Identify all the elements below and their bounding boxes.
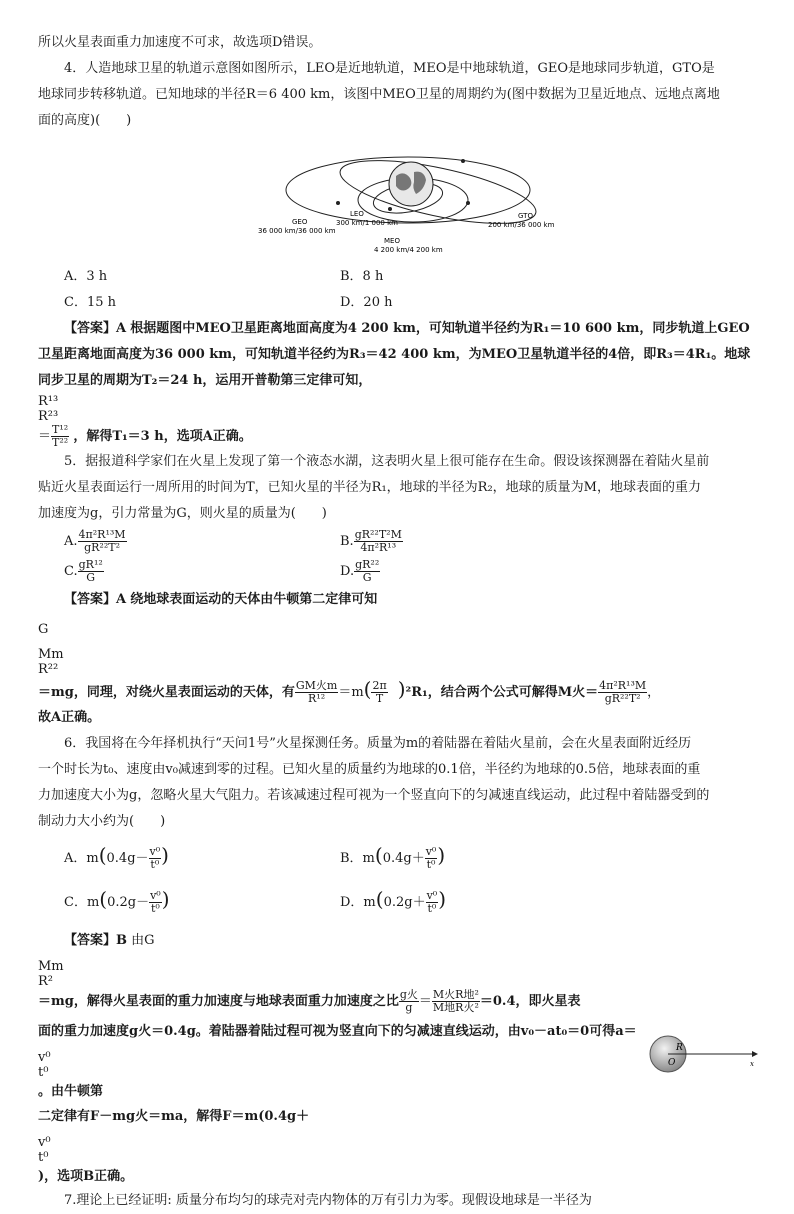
- fraction-denominator: R²²: [38, 662, 59, 677]
- option-fraction: [425, 846, 438, 871]
- fraction-denominator: t⁰: [150, 858, 160, 871]
- option-expression: 0.2g＋: [383, 895, 426, 910]
- formula-fraction: [295, 680, 338, 705]
- fraction-numerator: v⁰: [38, 1135, 51, 1150]
- answer-text: 面的重力加速度g火＝0.4g。着陆器着陆过程可视为竖直向下的匀减速直线运动，由v₀－at₀＝0可得a＝: [38, 1024, 637, 1039]
- q4-option-a[interactable]: A．3 h: [64, 269, 108, 284]
- q4-stem-line-2: 地球同步转移轨道。已知地球的半径R＝6 400 km，该图中MEO卫星的周期约为(图中数据为卫星近地点、远地点离地: [38, 87, 720, 102]
- q4-options-row-2: [38, 290, 758, 316]
- formula-fraction: [432, 989, 480, 1014]
- fraction-denominator: T²²: [52, 436, 69, 449]
- paren-close: ): [161, 887, 170, 911]
- fraction-numerator: GM火m: [295, 679, 338, 692]
- fraction-denominator: t⁰: [38, 1150, 49, 1165]
- answer-text: )，选项B正确。: [38, 1169, 134, 1184]
- answer-text: ＝m: [338, 685, 364, 700]
- fraction-denominator: gR²²T²: [84, 541, 120, 554]
- answer-text: 。由牛顿第: [38, 1084, 104, 1099]
- orbit-diagram: [38, 140, 758, 260]
- fraction-denominator: t⁰: [150, 902, 160, 915]
- q5-options-row-1: [38, 527, 758, 557]
- answer-text: ＝mg，同理，对绕火星表面运动的天体，有: [38, 685, 295, 700]
- fraction-numerator: v⁰: [426, 889, 438, 902]
- fraction-numerator: gR²²: [355, 558, 380, 571]
- option-fraction: [149, 846, 162, 871]
- fraction-denominator: R²: [38, 974, 53, 989]
- fraction-denominator: R¹²: [308, 692, 326, 705]
- fraction-denominator: 4π²R¹³: [360, 541, 397, 554]
- answer-text: ＝0.4，即火星表: [479, 994, 581, 1009]
- answer-text: ²R₁，结合两个公式可解得M火＝: [405, 685, 599, 700]
- q6-stem-line-2: 一个时长为t₀、速度由v₀减速到零的过程。已知火星的质量约为地球的0.1倍，半径约为地球的0.5倍，地球表面的重: [38, 762, 701, 777]
- option-letter: D．m: [340, 895, 376, 910]
- q4-option-b[interactable]: B．8 h: [340, 269, 384, 284]
- q5-answer-line-1: [38, 587, 758, 613]
- q4-answer-tag: 【答案】A: [64, 321, 127, 336]
- fraction-numerator: R¹³: [38, 394, 59, 409]
- carry-over-line: 所以火星表面重力加速度不可求，故选项D错误。: [38, 35, 322, 50]
- q6-answer-tag: 【答案】B: [64, 933, 127, 948]
- q4-answer-text-1: 根据题图中MEO卫星距离地面高度为4 200 km，可知轨道半径约为R₁＝10 600 km，同步轨道上GEO: [130, 321, 750, 336]
- paren-close: ): [438, 887, 447, 911]
- fraction-numerator: 2π: [372, 679, 387, 692]
- q5-stem-line-1: 5．据报道科学家们在火星上发现了第一个液态水湖，这表明火星上很可能存在生命。假设该探测器在着陆火星前: [64, 454, 710, 469]
- q4-option-d[interactable]: D．20 h: [340, 295, 393, 310]
- fraction-numerator: v⁰: [38, 1050, 51, 1065]
- q5-stem-line-2: 贴近火星表面运行一周所用的时间为T，已知火星的半径为R₁，地球的半径为R₂，地球的质量为M，地球表面的重力: [38, 480, 701, 495]
- answer-text: 由G: [131, 933, 155, 948]
- paren-open: (: [374, 843, 383, 867]
- symbol-g: G: [38, 622, 49, 637]
- geo-value: 36 000 km/36 000 km: [258, 227, 336, 235]
- fraction-denominator: t⁰: [38, 1065, 49, 1080]
- q5-answer-tag: 【答案】A: [64, 592, 127, 607]
- option-expression: 0.2g－: [107, 895, 150, 910]
- fraction-denominator: g: [405, 1001, 413, 1014]
- option-fraction: [354, 559, 380, 584]
- fraction-numerator: Mm: [38, 647, 64, 662]
- leo-value: 300 km/1 000 km: [336, 219, 398, 227]
- orbit-diagram-svg: [38, 140, 758, 260]
- fraction-denominator: t⁰: [427, 902, 437, 915]
- q4-option-c[interactable]: C．15 h: [64, 295, 116, 310]
- satellite-dot: [461, 159, 465, 163]
- fraction-numerator: gR¹²: [78, 558, 103, 571]
- fraction-denominator: gR²²T²: [604, 692, 641, 705]
- q5-option-d[interactable]: [314, 557, 590, 587]
- q6-option-b[interactable]: [314, 835, 590, 879]
- x-axis-arrow: [752, 1051, 758, 1057]
- fraction-numerator: g火: [399, 988, 418, 1001]
- origin-label: O: [668, 1058, 676, 1068]
- fraction-denominator: R²³: [38, 409, 59, 424]
- q4-stem-line-1: 4．人造地球卫星的轨道示意图如图所示，LEO是近地轨道，MEO是中地球轨道，GEO是地球同步轨道，GTO是: [64, 61, 715, 76]
- q4-stem-line-3: 面的高度)( ): [38, 113, 132, 128]
- fraction-denominator: G: [86, 571, 96, 584]
- q4-answer-text-3a: 同步卫星的周期为T₂＝24 h，运用开普勒第三定律可知，: [38, 373, 372, 388]
- q5-option-a[interactable]: [38, 527, 314, 557]
- q6-option-d[interactable]: [314, 879, 590, 923]
- q5-options-row-2: [38, 557, 758, 587]
- q5-option-c[interactable]: [38, 557, 314, 587]
- q5-option-b[interactable]: [314, 527, 590, 557]
- meo-label: MEO: [384, 237, 400, 245]
- x-axis-label: x: [750, 1060, 754, 1068]
- q6-stem-line-1: 6．我国将在今年择机执行“天问1号”火星探测任务。质量为m的着陆器在着陆火星前，会在火星表面附近经历: [64, 736, 692, 751]
- satellite-dot: [466, 201, 470, 205]
- q6-answer-line-1: [38, 923, 758, 959]
- q6-options-row-2: [38, 879, 758, 923]
- paren-open: (: [99, 887, 108, 911]
- fraction-numerator: v⁰: [150, 889, 161, 902]
- option-letter: D.: [340, 564, 355, 579]
- option-letter: B.: [340, 534, 354, 549]
- leo-label: LEO: [350, 210, 364, 218]
- q6-option-c[interactable]: [38, 879, 314, 923]
- answer-text: ＝mg，解得火星表面的重力加速度与地球表面重力加速度之比: [38, 994, 399, 1009]
- fraction-denominator: t⁰: [426, 858, 436, 871]
- q5-stem-line-3: 加速度为g，引力常量为G，则火星的质量为( ): [38, 506, 327, 521]
- fraction-denominator: G: [362, 571, 372, 584]
- option-fraction: [78, 559, 104, 584]
- q5-answer-text-1: 绕地球表面运动的天体由牛顿第二定律可知: [130, 592, 378, 607]
- q4-answer-line-3: [38, 368, 758, 394]
- answer-text: ，: [647, 685, 661, 700]
- fraction-numerator: gR²²T²M: [354, 528, 402, 541]
- formula-fraction: [399, 989, 419, 1014]
- formula-fraction: [598, 680, 647, 705]
- q6-stem-line-4: 制动力大小约为( ): [38, 814, 166, 829]
- fraction-denominator: T: [375, 692, 384, 705]
- q6-option-a[interactable]: [38, 835, 314, 879]
- q6-answer-line-3: [38, 1099, 758, 1135]
- document-page: 所以火星表面重力加速度不可求，故选项D错误。 4．人造地球卫星的轨道示意图如图所示，LEO是近地轨道，MEO是中地球轨道，GEO是地球同步轨道，GTO是 地球同步转移轨道。已知地球的半径R＝6 400 km，该图中MEO卫星的周期约为(图中数据为卫星近地点、远地点离地 面的高度)( ) GEO 36 000 km/36 000 km LEO 300 km/1 000 km MEO 4 200 km/4 200 km GTO 200 km/36 000 km A．3 h B．8 h C．15 h D．20 h 【答案】A 根据题图中MEO卫星距离地面高度为4 200 km，可知轨道半径约为R₁＝10 600 km，同步轨道上GEO 卫星距离地面高度为36 000 km，可知轨道半径约为R₃＝42 400 km，为MEO卫星轨道半径的4倍，即R₃＝4R₁。地球 同步卫星的周期为T₂＝24 h，运用开普勒第三定律可知， R¹³ R²³ ＝ $\frac{\text{T¹²}}{\text{T²²}}$ ，解得T₁＝3 h，选项A正确。 5．据报道科学家们在火星上发现了第一个液态水湖，这表明火星上很可能存在生命。假设该探测器在着陆火星前 贴近火星表面运行一周所用的时间为T，已知火星的半径为R₁，地球的半径为R₂，地球的质量为M，地球表面的重力 加速度为g，引力常量为G，则火星的质量为( ) A. $\frac{\text{4π²R¹³M}}{\text{gR²²T²}}$ B. $\frac{\text{gR²²T²M}}{\text{4π²R¹³}}$ C. $\frac{\text{gR¹²}}{G}$ D. $\frac{\text{gR²²}}{G}$ 【答案】A 绕地球表面运动的天体由牛顿第二定律可知 G Mm R²² ＝mg，同理，对绕火星表面运动的天体，有 GM火m R¹² ＝m( $\frac{2\pi}{T}$ )²R₁，结合两个公式可解得M火＝ $\frac{\text{4π²R¹³M}}{\text{gR²²T²}}$ ， 故A正确。 6．我国将在今年择机执行“天问1号”火星探测任务。质量为m的着陆器在着陆火星前，会在火星表面附近经历 一个时长为t₀、速度由v₀减速到零的过程。已知火星的质量约为地球的0.1倍，半径约为地球的0.5倍，地球表面的重 力加速度大小为g，忽略火星大气阻力。若该减速过程可视为一个竖直向下的匀减速直线运动，此过程中着陆器受到的 制动力大小约为( ) A．m(0.4g－ $\frac{\text{v⁰}}{\text{t⁰}}$ ) B．m(0.4g＋ $\frac{\text{v⁰}}{\text{t⁰}}$ ) C．m(0.2g－ $\frac{\text{v⁰}}{\text{t⁰}}$ ) D．m(0.2g＋ $\frac{\text{v⁰}}{\text{t⁰}}$ ) 【答案】B 由G Mm R² ＝mg，解得火星表面的重力加速度与地球表面重力加速度之比 g火 g ＝ M火R地² M地R火² ＝0.4，即火星表 面的重力加速度g火＝0.4g。着陆器着陆过程可视为竖直向下的匀减速直线运动，由v₀－at₀＝0可得a＝ v⁰ t⁰ 。由牛顿第 二定律有F－mg火＝ma，解得F＝m(0.4g＋ v⁰ t⁰ )，选项B正确。 7.理论上已经证明: 质量分布均匀的球壳对壳内物体的万有引力为零。现假设地球是一半径为: [38, 30, 758, 1214]
- satellite-dot: [388, 207, 392, 211]
- satellite-dot: [336, 201, 340, 205]
- q5-answer-line-3: 故A正确。: [38, 710, 101, 725]
- q4-options-row-1: [38, 264, 758, 290]
- gto-label: GTO: [518, 212, 533, 220]
- q6-options-row-1: [38, 835, 758, 879]
- paren-open: (: [375, 887, 384, 911]
- fraction-numerator: v⁰: [149, 845, 161, 858]
- option-letter: B．m: [340, 851, 375, 866]
- paren-open: (: [363, 677, 372, 701]
- fraction-numerator: Mm: [38, 959, 64, 974]
- paren-close: ): [397, 677, 406, 701]
- fraction-numerator: M火R地²: [432, 988, 479, 1001]
- paren-close: ): [161, 843, 169, 867]
- q6-stem-line-3: 力加速度大小为g，忽略火星大气阻力。若该减速过程可视为一个竖直向下的匀减速直线运动，此过程中着陆器受到的: [38, 788, 710, 803]
- fraction-numerator: 4π²R¹³M: [78, 528, 126, 541]
- answer-text: 二定律有F－mg火＝ma，解得F＝m(0.4g＋: [38, 1109, 310, 1124]
- formula-fraction: [371, 680, 387, 705]
- q4-answer-text-3b: ，解得T₁＝3 h，选项A正确。: [73, 429, 252, 444]
- geo-label: GEO: [292, 218, 308, 226]
- option-fraction: [149, 890, 162, 915]
- option-letter: A．m: [64, 851, 99, 866]
- paren-close: ): [437, 843, 446, 867]
- q5-answer-line-2: [38, 613, 758, 647]
- option-expression: 0.4g＋: [382, 851, 425, 866]
- option-fraction: [78, 529, 127, 554]
- radius-label: R: [676, 1043, 683, 1053]
- fraction-numerator: v⁰: [425, 845, 437, 858]
- fraction-numerator: T¹²: [52, 423, 69, 436]
- q7-stem-line-1: 7.理论上已经证明: 质量分布均匀的球壳对壳内物体的万有引力为零。现假设地球是一半径为: [64, 1193, 592, 1208]
- option-letter: A.: [64, 534, 78, 549]
- fraction-denominator: M地R火²: [432, 1001, 479, 1014]
- meo-value: 4 200 km/4 200 km: [374, 246, 443, 254]
- option-letter: C．m: [64, 895, 100, 910]
- option-expression: 0.4g－: [106, 851, 149, 866]
- q4-answer-line-1: [38, 316, 758, 342]
- q4-answer-line-2: 卫星距离地面高度为36 000 km，可知轨道半径约为R₃＝42 400 km，为MEO卫星轨道半径的4倍，即R₃＝4R₁。地球: [38, 347, 751, 362]
- option-letter: C.: [64, 564, 78, 579]
- paren-open: (: [98, 843, 107, 867]
- q4-kepler-fraction-t: [51, 424, 69, 449]
- sphere-diagram: [648, 1034, 758, 1074]
- gto-value: 200 km/36 000 km: [488, 221, 555, 229]
- option-fraction: [354, 529, 403, 554]
- fraction-numerator: 4π²R¹³M: [599, 679, 647, 692]
- option-fraction: [426, 890, 439, 915]
